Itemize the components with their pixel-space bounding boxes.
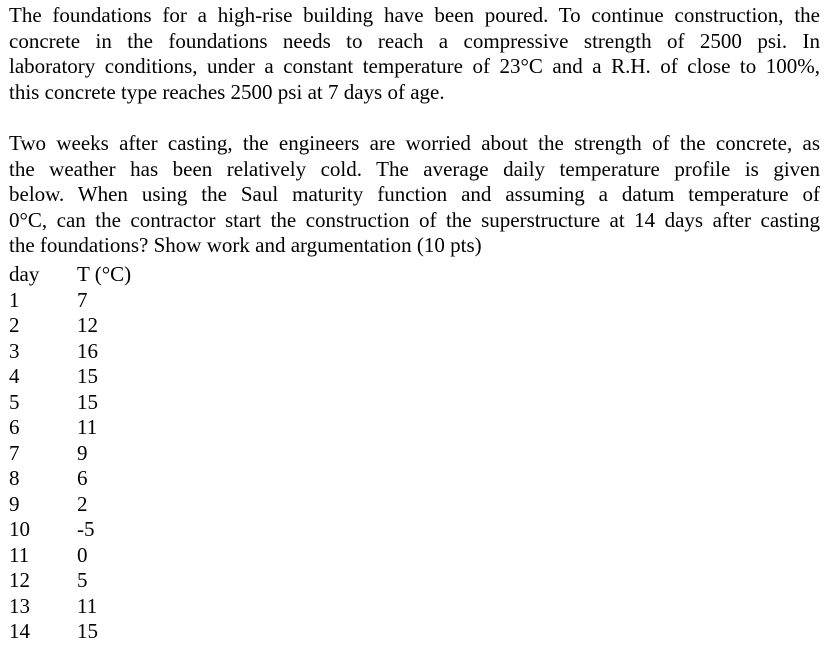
temperature-cell: 5 [77,568,88,592]
temperature-cell: -5 [77,517,95,541]
text-line: below. When using the Saul maturity function and assuming a datum temperature of [9,182,820,206]
table-row [9,543,197,569]
day-cell: 14 [9,619,30,643]
text-line: 0°C, can the contractor start the construction of the superstructure at 14 days after casting [9,207,820,232]
temperature-cell: 11 [77,593,98,618]
temperature-cell: 15 [77,619,98,643]
day-cell: 11 [9,542,30,567]
table-row [9,390,197,416]
table-row [9,288,197,314]
temperature-cell: 15 [77,389,98,414]
problem-paragraph-1 [9,3,820,105]
day-cell: 1 [9,287,20,312]
table-row [9,466,197,492]
text-line: The foundations for a high-rise building have been poured. To continue construction, the [9,3,820,27]
table-row [9,492,197,518]
day-cell: 6 [9,415,20,439]
temperature-cell: 16 [77,338,98,363]
temperature-cell: 0 [77,542,88,567]
temperature-table [9,262,197,645]
table-row [9,568,197,594]
temperature-cell: 2 [77,491,88,516]
table-row [9,594,197,620]
text-line: the weather has been relatively cold. The average daily temperature profile is given [9,156,820,181]
table-row [9,313,197,339]
table-row [9,517,197,543]
text-line: the foundations? Show work and argumentation (10 pts) [9,233,482,257]
day-cell: 7 [9,440,20,465]
day-cell: 9 [9,491,20,516]
day-cell: 4 [9,364,20,388]
table-row [9,619,197,645]
day-cell: 13 [9,593,30,618]
column-header-temperature: T (°C) [77,262,132,286]
table-row [9,364,197,390]
day-cell: 2 [9,313,20,337]
day-cell: 12 [9,568,30,592]
day-cell: 8 [9,466,20,490]
table-row [9,415,197,441]
temperature-cell: 15 [77,364,98,388]
day-cell: 10 [9,517,30,541]
table-header-row [9,262,197,288]
temperature-cell: 6 [77,466,88,490]
table-row [9,441,197,467]
table-row [9,339,197,365]
temperature-cell: 12 [77,313,98,337]
day-cell: 5 [9,389,20,414]
text-line: this concrete type reaches 2500 psi at 7 days of age. [9,79,445,104]
temperature-cell: 7 [77,287,88,312]
problem-paragraph-2 [9,131,820,259]
text-line: Two weeks after casting, the engineers are worried about the strength of the concrete, as [9,131,820,155]
column-header-day: day [9,262,40,286]
day-cell: 3 [9,338,20,363]
temperature-cell: 11 [77,415,98,439]
temperature-cell: 9 [77,440,88,465]
text-line: laboratory conditions, under a constant temperature of 23°C and a R.H. of close to 100%, [9,54,820,78]
text-line: concrete in the foundations needs to reach a compressive strength of 2500 psi. In [9,28,820,53]
